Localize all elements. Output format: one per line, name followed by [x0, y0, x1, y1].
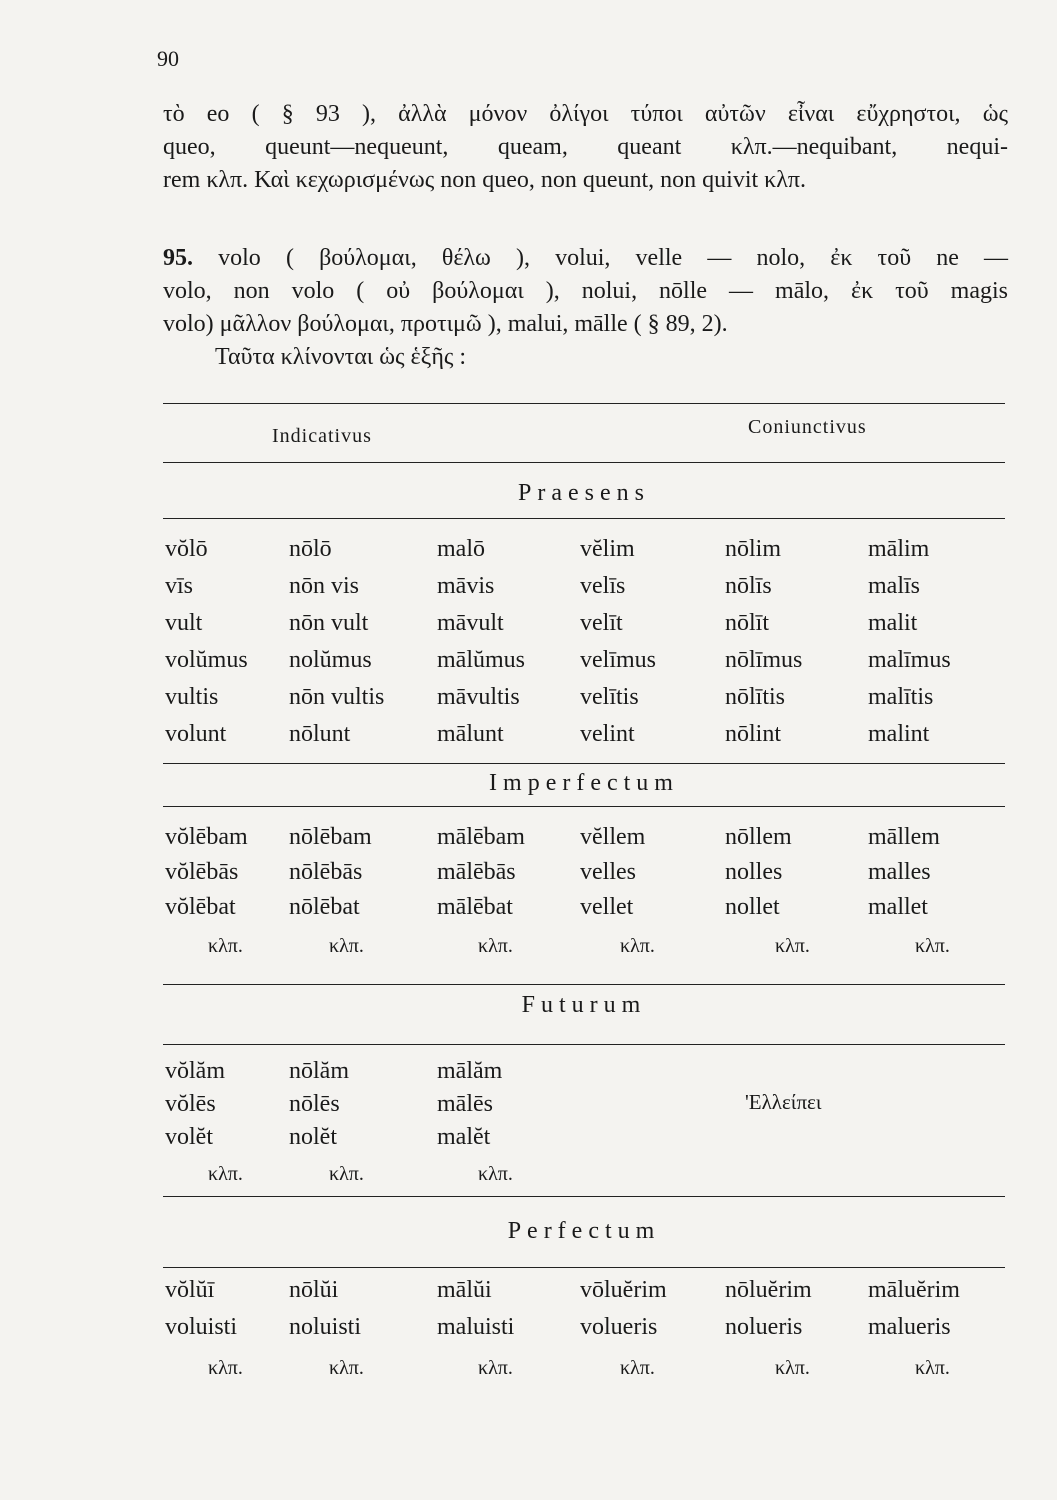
praesens-row — [0, 573, 1057, 609]
perfectum-cell: κλπ. — [208, 1357, 243, 1379]
perfectum-cell: κλπ. — [478, 1357, 513, 1379]
table-top-rule — [163, 403, 1005, 404]
praesens-cell: nōlō — [289, 536, 332, 562]
praesens-row — [0, 536, 1057, 572]
praesens-cell: vĕlim — [580, 536, 635, 562]
header-indicativus: Indicativus — [272, 425, 372, 447]
imperfectum-cell: κλπ. — [329, 935, 364, 957]
perfectum-cell: vōluĕrim — [580, 1277, 667, 1303]
perfectum-cell: κλπ. — [329, 1357, 364, 1379]
praesens-bottom-rule — [163, 763, 1005, 764]
praesens-cell: malint — [868, 721, 930, 747]
praesens-cell: malīs — [868, 573, 920, 599]
praesens-cell: velint — [580, 721, 635, 747]
imperfectum-row — [0, 929, 1057, 965]
praesens-cell: velīmus — [580, 647, 656, 673]
praesens-cell: mālŭmus — [437, 647, 525, 673]
perfectum-cell: volueris — [580, 1314, 658, 1340]
header-bottom-rule — [163, 462, 1005, 463]
perfectum-cell: voluisti — [165, 1314, 238, 1340]
praesens-cell: nōn vultis — [289, 684, 385, 710]
futurum-cell: κλπ. — [208, 1163, 243, 1185]
futurum-cell: nōlēs — [289, 1091, 340, 1117]
imperfectum-cell: māllem — [868, 824, 940, 850]
perfectum-row — [0, 1277, 1057, 1313]
section-95-line-3: volo) μᾶλλον βούλομαι, προτιμῶ ), malui, mālle ( § 89, 2). — [163, 311, 728, 337]
imperfectum-cell: mālēbat — [437, 894, 513, 920]
praesens-cell: vult — [165, 610, 203, 636]
perfectum-cell: vŏlŭī — [165, 1277, 215, 1303]
perfectum-cell: nōlŭi — [289, 1277, 339, 1303]
futurum-cell: vŏlēs — [165, 1091, 216, 1117]
futurum-row — [0, 1157, 1057, 1193]
praesens-cell: malītis — [868, 684, 934, 710]
praesens-cell: vīs — [165, 573, 194, 599]
section-95-paragraph — [163, 242, 1008, 374]
perfectum-cell: κλπ. — [915, 1357, 950, 1379]
imperfectum-rule — [163, 806, 1005, 807]
praesens-cell: māvultis — [437, 684, 520, 710]
futurum-cell: malĕt — [437, 1124, 491, 1150]
praesens-cell: velīt — [580, 610, 623, 636]
praesens-cell: malit — [868, 610, 918, 636]
perfectum-cell: nolueris — [725, 1314, 803, 1340]
praesens-cell: volunt — [165, 721, 227, 747]
praesens-cell: nōlīs — [725, 573, 772, 599]
perfectum-row — [0, 1314, 1057, 1350]
header-coniunctivus: Coniunctivus — [748, 416, 867, 438]
praesens-cell: mālunt — [437, 721, 504, 747]
praesens-cell: nōlīmus — [725, 647, 803, 673]
perfectum-cell: mālŭi — [437, 1277, 492, 1303]
praesens-rule — [163, 518, 1005, 519]
futurum-cell: nōlăm — [289, 1058, 349, 1084]
imperfectum-bottom-rule — [163, 984, 1005, 985]
praesens-row — [0, 721, 1057, 757]
futurum-cell: mālēs — [437, 1091, 493, 1117]
intro-line-2: queo, queunt—nequeunt, queam, queant κλπ.—nequibant, nequi- — [163, 134, 1008, 160]
futurum-cell: mālăm — [437, 1058, 503, 1084]
perfectum-row — [0, 1351, 1057, 1387]
intro-line-1: τὸ eo ( § 93 ), ἀλλὰ μόνον ὀλίγοι τύποι αὐτῶν εἶναι εὔχρηστοι, ὡς — [163, 101, 1008, 127]
imperfectum-title: Imperfectum — [489, 770, 679, 796]
praesens-cell: vultis — [165, 684, 219, 710]
perfectum-cell: κλπ. — [775, 1357, 810, 1379]
imperfectum-cell: κλπ. — [478, 935, 513, 957]
praesens-cell: malīmus — [868, 647, 951, 673]
imperfectum-row — [0, 894, 1057, 930]
intro-paragraph — [163, 98, 1008, 197]
imperfectum-cell: vŏlēbās — [165, 859, 239, 885]
imperfectum-cell: vŏlēbat — [165, 894, 236, 920]
imperfectum-cell: nōlēbat — [289, 894, 360, 920]
imperfectum-cell: mālēbam — [437, 824, 525, 850]
futurum-row — [0, 1058, 1057, 1094]
praesens-cell: nōn vis — [289, 573, 360, 599]
imperfectum-cell: κλπ. — [208, 935, 243, 957]
praesens-cell: malō — [437, 536, 485, 562]
futurum-row — [0, 1091, 1057, 1127]
futurum-cell: κλπ. — [329, 1163, 364, 1185]
section-number: 95. — [163, 245, 193, 271]
imperfectum-cell: vŏlēbam — [165, 824, 248, 850]
praesens-cell: nōlīt — [725, 610, 770, 636]
intro-line-3: rem κλπ. Καὶ κεχωρισμένως non queo, non queunt, non quivit κλπ. — [163, 167, 807, 193]
section-95-line-1-text: volo ( βούλομαι, θέλω ), volui, velle — nolo, ἐκ τοῦ ne — — [218, 245, 1008, 271]
imperfectum-cell: κλπ. — [620, 935, 655, 957]
praesens-row — [0, 684, 1057, 720]
imperfectum-cell: mallet — [868, 894, 928, 920]
praesens-cell: nōn vult — [289, 610, 369, 636]
imperfectum-cell: nolles — [725, 859, 783, 885]
futurum-row — [0, 1124, 1057, 1160]
praesens-row — [0, 610, 1057, 646]
perfectum-cell: noluisti — [289, 1314, 362, 1340]
praesens-cell: māvis — [437, 573, 495, 599]
imperfectum-cell: vellet — [580, 894, 634, 920]
section-95-line-1 — [163, 242, 1008, 275]
praesens-cell: nolŭmus — [289, 647, 372, 673]
imperfectum-cell: nōlēbam — [289, 824, 372, 850]
perfectum-rule — [163, 1267, 1005, 1268]
praesens-cell: nōlint — [725, 721, 782, 747]
imperfectum-cell: nollet — [725, 894, 780, 920]
imperfectum-cell: κλπ. — [915, 935, 950, 957]
futurum-note: 'Ελλείπει — [745, 1090, 822, 1114]
imperfectum-cell: mālēbās — [437, 859, 516, 885]
imperfectum-cell: κλπ. — [775, 935, 810, 957]
praesens-cell: volŭmus — [165, 647, 248, 673]
perfectum-cell: nōluĕrim — [725, 1277, 812, 1303]
futurum-cell: nolĕt — [289, 1124, 337, 1150]
imperfectum-row — [0, 859, 1057, 895]
imperfectum-row — [0, 824, 1057, 860]
section-95-line-4: Ταῦτα κλίνονται ὡς ἑξῆς : — [215, 344, 467, 370]
perfectum-cell: malueris — [868, 1314, 951, 1340]
praesens-cell: vŏlō — [165, 536, 208, 562]
imperfectum-cell: vĕllem — [580, 824, 646, 850]
praesens-row — [0, 647, 1057, 683]
praesens-cell: nōlītis — [725, 684, 786, 710]
perfectum-title: Perfectum — [507, 1218, 661, 1244]
praesens-cell: nōlim — [725, 536, 782, 562]
futurum-cell: κλπ. — [478, 1163, 513, 1185]
futurum-title: Futurum — [521, 992, 647, 1018]
praesens-cell: mālim — [868, 536, 930, 562]
praesens-cell: velīs — [580, 573, 626, 599]
futurum-bottom-rule — [163, 1196, 1005, 1197]
praesens-cell: māvult — [437, 610, 504, 636]
futurum-cell: volĕt — [165, 1124, 213, 1150]
imperfectum-cell: nōlēbās — [289, 859, 363, 885]
praesens-cell: velītis — [580, 684, 639, 710]
futurum-cell: vŏlăm — [165, 1058, 225, 1084]
perfectum-cell: maluisti — [437, 1314, 515, 1340]
praesens-title: Praesens — [518, 480, 650, 506]
perfectum-cell: κλπ. — [620, 1357, 655, 1379]
imperfectum-cell: velles — [580, 859, 636, 885]
futurum-rule — [163, 1044, 1005, 1045]
imperfectum-cell: malles — [868, 859, 931, 885]
page-number: 90 — [157, 46, 179, 71]
perfectum-cell: māluĕrim — [868, 1277, 960, 1303]
section-95-line-2: volo, non volo ( οὐ βούλομαι ), nolui, nōlle — mālo, ἐκ τοῦ magis — [163, 278, 1008, 304]
praesens-cell: nōlunt — [289, 721, 351, 747]
imperfectum-cell: nōllem — [725, 824, 792, 850]
